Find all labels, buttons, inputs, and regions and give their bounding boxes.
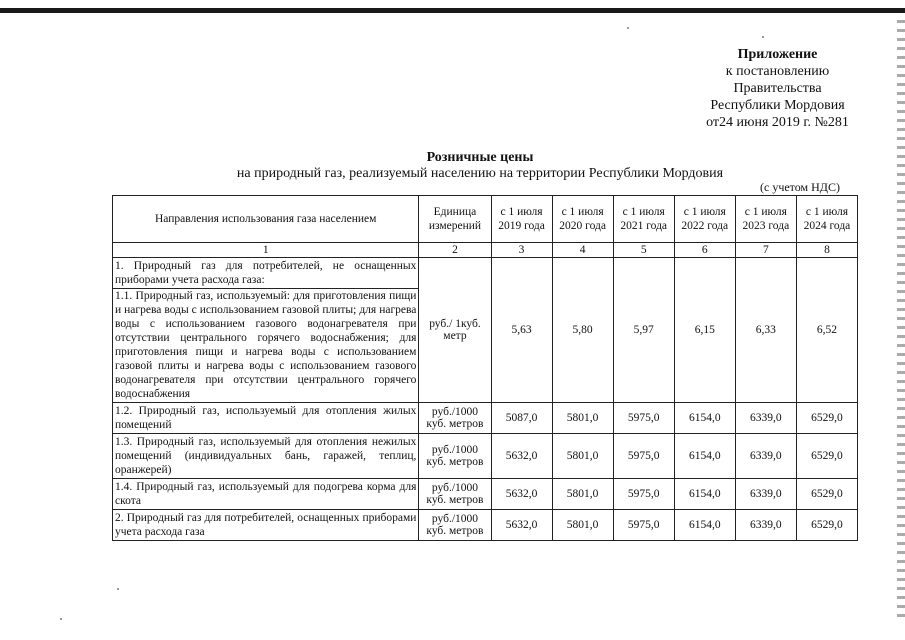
vat-note: (с учетом НДС) — [760, 180, 840, 194]
appendix-block — [690, 46, 865, 131]
column-number: 1 — [113, 243, 419, 258]
price-cell: 5,63 — [491, 258, 552, 403]
price-table — [112, 195, 858, 541]
price-cell: 6,52 — [796, 258, 857, 403]
price-cell: 5975,0 — [613, 434, 674, 479]
price-cell: 5801,0 — [552, 434, 613, 479]
price-cell: 6529,0 — [796, 434, 857, 479]
header-cell: с 1 июля 2024 года — [796, 196, 857, 243]
group-text: 1.1. Природный газ, используемый: для приготовления пищи и нагрева воды с использованием газовой плиты; для нагрева воды с использованием газового водонагревателя при отсутствии центрального горячего водоснабжения; для приготовления пищи и нагрева воды с использованием газовой плиты и нагрева воды с использованием газового водонагревателя при отсутствии центрального горячего водоснабжения — [115, 290, 417, 400]
price-cell: 6529,0 — [796, 403, 857, 434]
price-cell: 6,15 — [674, 258, 735, 403]
column-number: 2 — [419, 243, 491, 258]
appendix-line: к постановлению — [725, 64, 830, 79]
column-number: 5 — [613, 243, 674, 258]
price-cell: 6529,0 — [796, 479, 857, 510]
price-cell: 6339,0 — [735, 403, 796, 434]
unit-cell: руб./ 1куб. метр — [419, 258, 491, 403]
scan-speck — [627, 27, 629, 29]
document-heading — [220, 150, 740, 182]
price-cell: 5632,0 — [491, 434, 552, 479]
price-cell: 5087,0 — [491, 403, 552, 434]
table-row — [113, 479, 858, 510]
price-cell: 6,33 — [735, 258, 796, 403]
unit-cell: руб./1000 куб. метров — [419, 479, 491, 510]
price-cell: 5801,0 — [552, 510, 613, 541]
appendix-date: от24 июня 2019 г. №281 — [706, 115, 849, 130]
appendix-line: Республики Мордовия — [710, 98, 845, 113]
scan-speck — [117, 588, 119, 590]
price-cell: 6339,0 — [735, 479, 796, 510]
row-description: 2. Природный газ для потребителей, оснащенных приборами учета расхода газа — [113, 510, 419, 541]
header-cell: с 1 июля 2021 года — [613, 196, 674, 243]
document-title: Розничные цены — [426, 150, 534, 165]
column-number: 8 — [796, 243, 857, 258]
table-row — [113, 258, 858, 403]
price-cell: 5975,0 — [613, 510, 674, 541]
header-cell: с 1 июля 2020 года — [552, 196, 613, 243]
price-cell: 5801,0 — [552, 479, 613, 510]
column-number: 7 — [735, 243, 796, 258]
document-subtitle: на природный газ, реализуемый населению на территории Республики Мордовия — [236, 166, 724, 181]
price-cell: 6154,0 — [674, 403, 735, 434]
price-cell: 6529,0 — [796, 510, 857, 541]
column-number-row — [113, 243, 858, 258]
table-row — [113, 510, 858, 541]
scan-edge-right — [897, 20, 905, 620]
price-cell: 6154,0 — [674, 479, 735, 510]
header-cell: с 1 июля 2023 года — [735, 196, 796, 243]
price-cell: 6154,0 — [674, 510, 735, 541]
table-row — [113, 434, 858, 479]
table-header-row — [113, 196, 858, 243]
header-cell: с 1 июля 2019 года — [491, 196, 552, 243]
column-number: 6 — [674, 243, 735, 258]
header-cell: Единица измерений — [419, 196, 491, 243]
price-cell: 5632,0 — [491, 479, 552, 510]
price-cell: 5632,0 — [491, 510, 552, 541]
row-description: 1.3. Природный газ, используемый для отопления нежилых помещений (индивидуальных бань, гаражей, теплиц, оранжерей) — [113, 434, 419, 479]
unit-cell: руб./1000 куб. метров — [419, 434, 491, 479]
header-cell: Направления использования газа населением — [113, 196, 419, 243]
header-cell: с 1 июля 2022 года — [674, 196, 735, 243]
table-row — [113, 403, 858, 434]
column-number: 3 — [491, 243, 552, 258]
price-cell: 6339,0 — [735, 510, 796, 541]
group-heading: 1. Природный газ для потребителей, не оснащенных приборами учета расхода газа: — [113, 259, 418, 289]
scan-border-top — [0, 8, 905, 13]
unit-cell: руб./1000 куб. метров — [419, 510, 491, 541]
row-description: 1.2. Природный газ, используемый для отопления жилых помещений — [113, 403, 419, 434]
price-cell: 5975,0 — [613, 403, 674, 434]
unit-cell: руб./1000 куб. метров — [419, 403, 491, 434]
row-description — [113, 258, 419, 403]
scan-speck — [762, 36, 764, 38]
appendix-title: Приложение — [737, 47, 818, 62]
price-cell: 6339,0 — [735, 434, 796, 479]
price-cell: 6154,0 — [674, 434, 735, 479]
price-cell: 5,97 — [613, 258, 674, 403]
scan-speck — [60, 618, 62, 620]
appendix-line: Правительства — [733, 81, 822, 96]
price-cell: 5801,0 — [552, 403, 613, 434]
column-number: 4 — [552, 243, 613, 258]
price-cell: 5,80 — [552, 258, 613, 403]
row-description: 1.4. Природный газ, используемый для подогрева корма для скота — [113, 479, 419, 510]
price-cell: 5975,0 — [613, 479, 674, 510]
